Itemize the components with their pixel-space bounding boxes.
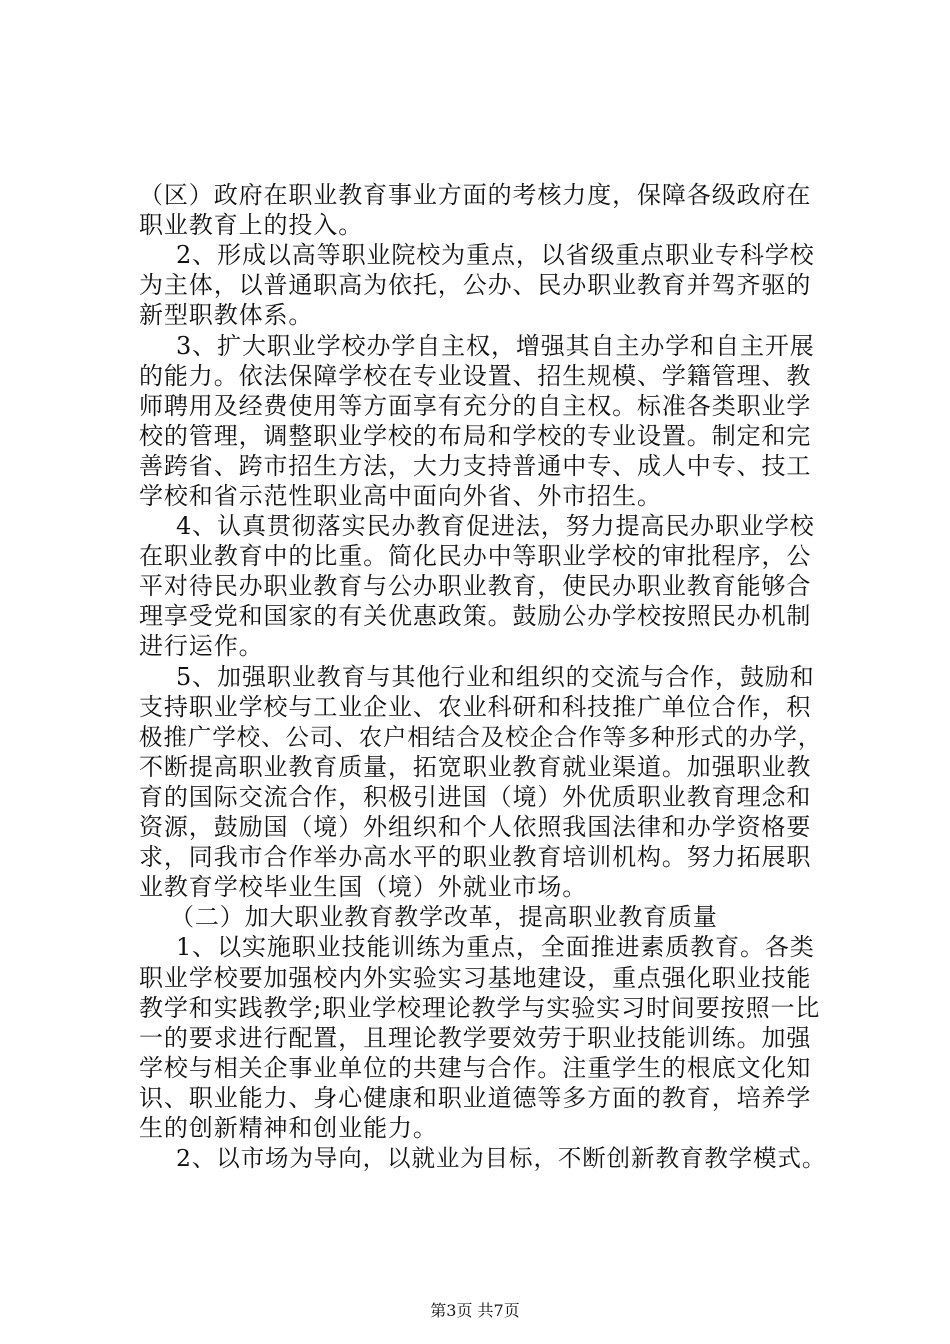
- section-heading: （二）加大职业教育教学改革，提高职业教育质量: [170, 903, 718, 931]
- text-line: 一的要求进行配置，且理论教学要效劳于职业技能训练。加强: [139, 1024, 812, 1052]
- text-line: 学校与相关企事业单位的共建与合作。注重学生的根底文化知: [139, 1054, 812, 1082]
- text-line: 2、形成以高等职业院校为重点，以省级重点职业专科学校: [176, 241, 815, 269]
- text-line: 的能力。依法保障学校在专业设置、招生规模、学籍管理、教: [139, 362, 812, 390]
- text-line: 生的创新精神和创业能力。: [139, 1114, 438, 1142]
- text-line: 2、以市场为导向，以就业为目标，不断创新教育教学模式。: [176, 1144, 827, 1172]
- text-line: 为主体，以普通职高为依托，公办、民办职业教育并驾齐驱的: [139, 271, 812, 299]
- text-line: 在职业教育中的比重。简化民办中等职业学校的审批程序，公: [139, 542, 812, 570]
- text-line: 求，同我市合作举办高水平的职业教育培训机构。努力拓展职: [139, 843, 812, 871]
- text-line: 1、以实施职业技能训练为重点，全面推进素质教育。各类: [176, 933, 815, 961]
- page-number-footer: 第3页 共7页: [430, 1301, 520, 1320]
- text-line: 不断提高职业教育质量，拓宽职业教育就业渠道。加强职业教: [139, 753, 812, 781]
- text-line: 校的管理，调整职业学校的布局和学校的专业设置。制定和完: [139, 422, 812, 450]
- text-line: 教学和实践教学;职业学校理论教学与实验实习时间要按照一比: [139, 994, 821, 1022]
- text-line: 业教育学校毕业生国（境）外就业市场。: [139, 873, 588, 901]
- text-line: （区）政府在职业教育事业方面的考核力度，保障各级政府在: [139, 181, 812, 209]
- text-line: 平对待民办职业教育与公办职业教育，使民办职业教育能够合: [139, 572, 812, 600]
- text-line: 学校和省示范性职业高中面向外省、外市招生。: [139, 482, 662, 510]
- text-line: 进行运作。: [139, 632, 264, 660]
- text-line: 资源，鼓励国（境）外组织和个人依照我国法律和办学资格要: [139, 813, 812, 841]
- text-line: 师聘用及经费使用等方面享有充分的自主权。标准各类职业学: [139, 392, 812, 420]
- text-line: 善跨省、跨市招生方法，大力支持普通中专、成人中专、技工: [139, 452, 812, 480]
- text-line: 识、职业能力、身心健康和职业道德等多方面的教育，培养学: [139, 1084, 812, 1112]
- text-line: 新型职教体系。: [139, 301, 314, 329]
- text-line: 极推广学校、公司、农户相结合及校企合作等多种形式的办学，: [139, 723, 823, 751]
- text-line: 支持职业学校与工业企业、农业科研和科技推广单位合作，积: [139, 693, 812, 721]
- text-line: 职业学校要加强校内外实验实习基地建设，重点强化职业技能: [139, 964, 812, 992]
- text-line: 5、加强职业教育与其他行业和组织的交流与合作，鼓励和: [176, 663, 815, 691]
- text-line: 职业教育上的投入。: [139, 211, 364, 239]
- text-line: 理享受党和国家的有关优惠政策。鼓励公办学校按照民办机制: [139, 602, 812, 630]
- text-line: 育的国际交流合作，积极引进国（境）外优质职业教育理念和: [139, 783, 812, 811]
- text-line: 4、认真贯彻落实民办教育促进法，努力提高民办职业学校: [176, 512, 815, 540]
- text-line: 3、扩大职业学校办学自主权，增强其自主办学和自主开展: [176, 332, 815, 360]
